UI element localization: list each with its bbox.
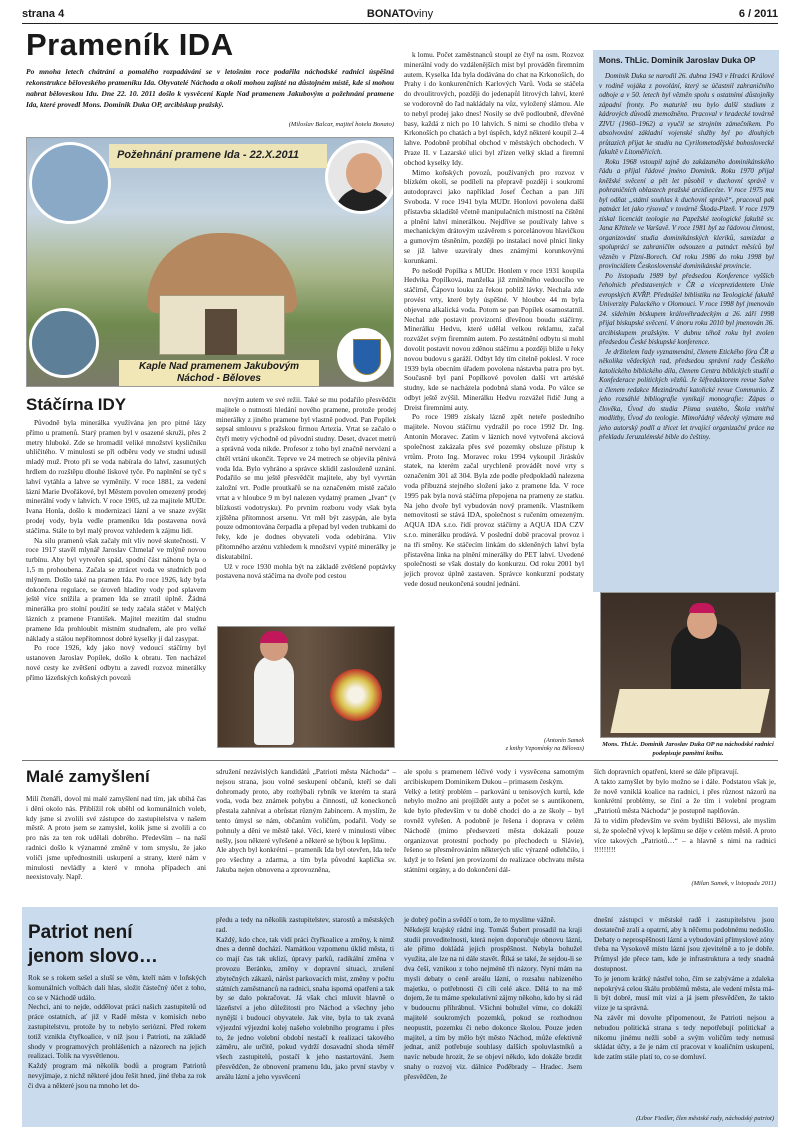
zamysleni-column-1: Milí čtenáři, dovol mi malé zamyšlení nad tím, jak ubíhá čas i dění okolo nás. Přiblížil rok uběhl od komunálních voleb, kdy jsme si zvolili své zástupce do zastupitelstva v našem městě. A proto jsem se zamyslel, kolik jsme si zvolili a co pro nás za ten rok udělali dobrého. Především – na naší radnici došlo k významné změně v tom smyslu, že jako voliči jsme upřednostnili uskupení a strany, které nám v minulosti nevládly a které v mnoha případech ani neexistovaly. Např. bbox=[26, 794, 206, 882]
coat-of-arms-icon bbox=[353, 339, 381, 375]
paragraph: novým autem ve své režii. Také se mu podařilo přesvědčit majitele o nutnosti hledání nového pramene, protože prodej minerálky z jiného pramene byl vlastně podvod. Pan Popílek sepsal smlouvu s pražskou firmou Artezia. Vrtat se začalo o čtyři metry východně od původní studny. Deset, dvacet metrů a správná voda nikde. Profesor z toho byl značně nervózní a chtěl vrtání ukončit. Teprve ve 24 metrech se objevila pěnivá voda Ida. Bylo vyhráno a správce sklidil zaslouženě uznání. Podařilo se mu ještě přesvědčit majitele, aby byl vyvrtán založní vrt. Podle proutkařů se na označeném místě začalo vrtat a v hloubce 9 m byl nalezen vydatný pramen „Ivan“ (v blízkosti vodotrysku). Po prvním rozboru vody však byla zjištěna přítomnost arsenu. Vrt měl být zasypán, ale byla pouze odmontována čerpadla a přepad byl veden trubkami do řeky, kde je dodnes obyvateli voda odebírána. Vliv přítomného arzénu vzhledem k množství vypité minerálky je diskutabilní. bbox=[216, 395, 396, 561]
paragraph: Po listopadu 1989 byl předsedou Konference vyšších řeholních představených v ČR a viceprezidentem Unie evropských KVŘP. Přednášel biblistiku na Teologické fakultě Univerzity Palackého v Olomouci. V roce 1998 byl jmenován 24. sídelním biskupem královéhradeckým a 26. září 1998 přijal biskupské svěcení. V únoru roku 2010 byl jmenován 36. arcibiskupem pražským. V dubnu téhož roku byl zvolen předsedou České biskupské konference. bbox=[599, 271, 774, 346]
page-number: strana 4 bbox=[22, 8, 65, 20]
chapel-photo-collage bbox=[26, 137, 394, 387]
section-heading-zamysleni: Malé zamyšlení bbox=[26, 767, 150, 786]
archbishop-portrait bbox=[325, 140, 394, 214]
zucchetto bbox=[260, 631, 288, 643]
zamysleni-signature: (Milan Samek, v listopadu 2011) bbox=[691, 880, 776, 887]
paragraph: Je držitelem řady vyznamenání, členem Etického fóra ČR a několika vědeckých rad, předsedou správní rady Českého katolického biblického díla, členem Centra biblických studií a Konfederace politických vězňů. Je šéfredaktorem revue Salve a členem redakce Mezinárodní katolické revue Communio. Z jeho rozsáhlé bibliografie vynikají monografie: Zápas o člověka, Úvod do studia Písma svatého, Škola vnitřní modlitby, Úvod do teologie. Mimořádný vědecký význam má jeho autorský podíl a třicet let trvající organizační práce na překladu Jeruzalémské bible do češtiny. bbox=[599, 347, 774, 441]
patriot-column-3: je dobrý počin a svědčí o tom, že to myslíme vážně. Někdejší krajský rádní ing. Tomáš Šubert prosadil na kraji studii proveditelnosti, která nejen doporučuje obnovu lázní, ale přímo dokládá jejich prospěšnost. Nebyla bohužel využita, ale lze na ni dále stavět. Říká se také, že sejdou-li se dva češí, vznikou z toho nejméně tři názory. Nyní mám na mysli debaty o ceně areálu lázní, o rozsahu nabízeného majetku, o potřebnosti či cíli celé akce. Dělá to na mě dojem, že tu máme spekulativní zájmy někoho, kdo by si rád v budoucnu přihrábnul. Všichni bohužel víme, co dokáží majitelé soukromých pozemků, pokud se rozhodnou neopustit, pozemku či nebo dokonce školou. Pouze jeden majitel, a tím by mělo být město Náchod, může efektivně jednat, aniž potřebuje souhlasy dalších spoluvlastníků a navíc nebude hrozit, že se objeví někdo, kdo dokáže brzdit snahy o rozvoj viz. dálnice Poděbrady – Hradec. Jsem přesvědčen, že bbox=[404, 915, 582, 1081]
paragraph: Mimo koňských povozů, používaných pro rozvoz v blízkém okolí, se podíleli na přepravě později i soukromí autodopravci jako například Josef Čechan a pan Jiří Svoboda. V roce 1941 byla MUDr. Honlovi povolena další přístavba skladiště včetně manipulačních místností na čištění a plnění lahví minerálkou. Nejdříve se používaly lahve s mechanickým drátovým uzávěrem s porcelánovou hlavičkou a gumovým těsněním, později po instalaci nové plnicí linky se již lahve uzavíraly dnes známými korunkovými korunkami. bbox=[404, 167, 584, 265]
paragraph: Už v roce 1930 mohla být na základě zvětšené poptávky postavena nová stáčírna na dvoře pod cestou bbox=[216, 561, 396, 581]
newspaper-name bbox=[22, 8, 778, 20]
chapel-door bbox=[205, 309, 237, 355]
stacirna-credit bbox=[404, 737, 584, 753]
paragraph: Po nešodě Popílka s MUDr. Honlem v roce 1931 koupila Hedvika Popílková, manželka již zmíněného vedoucího ve stáčírně, Čápovu louku za řekou poblíž lávky. Nechala zde provést vrty, které byly úspěšné. V hloubce 44 m byla objevena alkalická voda. Potom se pan Popílek osamostatnil. Nechal zde postavit provizorní dřevěnou boudu stáčírny. Minerálku Hedvu, které udělal velkou reklamu, začal rozvážet svým firemním autem. Po zestátnění odbytu si mohl dovolit postavit novou zděnou stáčírnu a později bliže u řeky novou budovu s garáží. Odbyt Idy tím citelně poklesl. V roce 1939 byla obecním úřadem povolena nástavba patra pro byt. Současně byl paní Popílkové povolen další vrt artéské studny, kde se nacházela podobná slaná voda. Po válce se odbyt ještě zvýšil. Minerálku Hedvu rozvážel řidič Jung a Dreist firemními auty. bbox=[404, 265, 584, 412]
issue-number: 6 / 2011 bbox=[738, 8, 778, 20]
photo-caption-bottom bbox=[119, 360, 319, 386]
weathervane-photo bbox=[29, 142, 111, 224]
stacirna-column-3 bbox=[404, 50, 584, 589]
paragraph: Dominik Duka se narodil 26. dubna 1943 v Hradci Králové v rodině vojáka z povolání, který se účastnil zahraničního odboje a v 50. letech byl vězněn spolu s ostatními důstojníky západní fronty. Po maturitě mu bylo další studium z kádrových důvodů znemožněno. Pracoval v hradecké továrně ZIVU (1960–1962) a vyučil se strojním zámečníkem. Po absolvování základní vojenské služby byl po dlouhých průtazích přijat ke studiu na Cyrilometodějské bohoslovecké fakultě v Litoměřicích. bbox=[599, 72, 774, 156]
section-heading-stacirna: Stáčírna IDY bbox=[26, 395, 127, 414]
heading-line-2: jenom slovo… bbox=[28, 946, 158, 967]
blessing-figure bbox=[254, 655, 294, 745]
photo-caption-bottom-line1: Kaple Nad pramenem Jakubovým bbox=[138, 361, 300, 372]
paragraph: Po roce 1926, kdy jako nový vedoucí stáčírny byl ustanoven Jaroslav Popílek, došlo k obratu. Ten nacházel nové cesty ke zvětšení odbytu a zavedl rozvoz minerálky přímo lázeňských koňských povozů bbox=[26, 643, 206, 682]
section-heading-patriot bbox=[28, 921, 158, 969]
newspaper-name-rest: viny bbox=[413, 8, 434, 20]
sidebar-text bbox=[599, 72, 774, 443]
flower-bouquet bbox=[330, 669, 382, 721]
paragraph: Po roce 1989 získaly lázně zpět neteře posledního majitele. Novou stáčírnu vydražil po roce 1992 Dr. Ing. Antonín Moravec. Zatím v lázních nové vytvořená akciová společnost zakázala přes své pozemky obsluze přístup k vrtům. Proto Ing. Moravec roku 1994 vykoupil Jiráskův statek, na kterém začal urychleně provádět nové vrty s označením 301 až 304. Byla zde podle předpokladů nalezena voda příbuzná stejného složení jako z pramene Ida. V roce 1995 pak byla nová stáčírna přepojena na prameny ze statku. Na jeho dvoře byl vybudován nový prameník. Vlastníkem nemovitostí se stává IDA, společnost s ručením omezeným. AQUA IDA s.r.o. řídí provoz stáčírny a AQUA IDA CZV s.r.o. minerálku prodává. V poslední době pracoval provoz i na tři směny. Ke stáčecím linkám do skleněných lahví byla přistavěna linka na plnění minerálky do PET lahví. Uvedené společnosti se však dostaly do konkurzu. Od roku 2001 byl jejich provoz úplně zastaven. Správce konkurzní podstaty vede dosud neukončená soudní jednání. bbox=[404, 412, 584, 589]
stacirna-column-1 bbox=[26, 418, 206, 683]
paragraph: Původně byla minerálka využívána jen pro pitné lázy přímo u pramenů. Starý pramen byl v osazené skruži, přes 2 metry hluboké. Zde se hromadil veliké množství kysličníku uhličitého. V minulosti se při odběru vody ve studni udusil mladý muž. Proto při se voda nabírala do lahví, zasunutých hrdlem do rozštěpu dlouhé lískové tyče. Po naplnění se tyč s lahví vytáhla a lahve se vyměnily. V roce 1881, za vedení lázní Marie Dvořákové, byl Městem povolen omezený prodej minerální vody v lahvích. V roce 1905, už za majitele MUDr. Ivana Honla, došlo k modernizaci lázní a ve snaze zvýšit prodej vody, byla vedle prameníku Ida postavena nová stáčírna. Stále to byl malý provoz vzhledem k zájmu lidí. bbox=[26, 418, 206, 535]
credit-line-2: z knihy Vzpomínky na Bělovas) bbox=[505, 745, 584, 752]
memorial-book bbox=[610, 689, 769, 733]
paragraph: k lomu. Počet zaměstnanců stoupl ze čtyř na osm. Rozvoz minerální vody do vzdálenějších míst byl prováděn firemním autem. Kyselka Ida byla dodávána do chat na Krkonoších, do Prahy i do konkurenčních Karlových Varů. Voda se stáčela do dvoulitrových, později do jedenapůl litrových lahví, které se vodorovně do řad nakládaly na vůz, vyložený slámou. Ale to nebyl prodej jako dnes! Nosily se dvě podloubně, dřevěné basy, každá z nich po 10 lahvích. S nimi se chodilo třeba v Krkonoších po chatách a byl úspěch, když některé koupil 2–4 lahve. Podobně probíhal obchod v městských obchodech. V Praze II. v Lazarské ulici byl zřízen velký sklad a firemní obchod kyselky Idy. bbox=[404, 50, 584, 167]
chapel-illustration bbox=[147, 223, 297, 353]
biography-sidebar bbox=[593, 50, 779, 592]
stacirna-column-2 bbox=[216, 395, 396, 581]
patriot-column-2: předu a tedy na několik zastupitelstev, starostů a městských rad. Každý, kdo chce, tak vidí práci čtyřkoalice a změny, k nimž dnes a denně dochází. Namátkou vzpomenu úklid města, ti co mají čas tak uklizí, úpravy parků, radikální změna v provozu Beránku, změny v dopravní situaci, zrušení zbytečných zákazů, nárůst parkovacích míst, změny v počtu státních zaměstnanců na radnici, snaha ispomá opatřeni a tak by se dalo pokračovat. Já však chci mluvit hlavně o lázeňství a jeho důležitosti pro Náchod a všechny jeho nynější i budoucí obyvatele. Jak vite, byla to tak zvaná výjezdní výjezdní kolej našeho volebního programu i přes to, že jedno volební období nestačí k realizaci takového záměru, ale určitě, pokud vydrží dosavadní shoda téměř všech zastupitelů, postačí k jeho nastartování. Jsem přesvědčen, že obnovení pramenu Idu, jako první stavby v areálu lázní a jeho vysvěcení bbox=[216, 915, 394, 1081]
signing-zucchetto bbox=[689, 603, 715, 613]
heading-line-1: Patriot není bbox=[28, 922, 133, 943]
spring-photo bbox=[29, 308, 99, 378]
paragraph: Na silu pramenů však začaly mít vliv nové skutečnosti. V roce 1917 stavěl mlynář Jaroslav Chmelař ve mlýně novou turbínu. Aby byl vytvořen spád, spodní část náhonu byla o 1,5 m prohoubena. Začala se ztrácet voda ve studních pod mlýnem. Došlo také na pramen Ida. Po roce 1926, kdy byla dokončena regulace, se úroveň hladiny vody pod splavem ještě více snížila a pramen Ida se ztratil úplně. Žádná minerálka pro stolní použití se tedy začala stáčet v Malých lázních z pramene František. Majitel mezitím dal studnu pramene Ida prohloubit místním studnařem, ale pro velké náklady a stálou nepřítomnost dobré kyselky ji dal zasypat. bbox=[26, 535, 206, 643]
article-title: Prameník IDA bbox=[26, 27, 234, 62]
patriot-signature: (Libor Fiedler, člen městské rady, náchodský patriot) bbox=[636, 1115, 774, 1122]
photo-caption-top: Požehnání pramene Ida - 22.X.2011 bbox=[109, 144, 327, 168]
nachod-coat-of-arms bbox=[337, 328, 391, 382]
paragraph: Roku 1968 vstoupil tajně do zakázaného dominikánského řádu a přijal řádové jméno Dominik. Roku 1970 přijal kněžské svěcení a pět let působil v duchovní správě v pohraničních oblastech pražské arcidiecéze. V roce 1975 mu byl odňat „státní souhlas k duchovní správě“, pracoval pak patnáct let jako rýsovač v továrně Škoda-Plzeň. V roce 1979 získal licenciát teologie na Papežské teologické fakultě sv. Jana Křtitele ve Varšavě. V roce 1981 byl za řádovou činnost, organizování studia dominikánských kleriků, samizdat a spolupráci se zahraničím odsouzen a patnáct měsíců byl vězněn v Plzni-Borech. Od roku 1986 do roku 1998 byl provinciálem Československé dominikánské provincie. bbox=[599, 157, 774, 270]
signing-photo bbox=[600, 592, 776, 738]
divider bbox=[22, 760, 778, 761]
portrait-face bbox=[346, 153, 382, 193]
newspaper-name-bold: BONATO bbox=[366, 8, 414, 20]
patriot-column-1: Rok se s rokem sešel a sluší se věm, kteří nám v loňských komunálních volbách dali hlas, složit částečný účet z toho, co se v Náchodě událo. Nechci, ani to nejde, oddělovat práci našich zastupitelů od práce ostatních, ať již v Radě města v komisích nebo zastupitelstvu, protože by to nebylo seriózní. Před rokem totiž vznikla čtyřkoalice, v níž jsou i Patrioti, na základě shody v programových prohlášeních a názorech na jejich realizaci. Tolik na vysvětlenou. Každý program má několik bodů a program Patriotů nevyjímaje, z nichž některé jdou řešit hned, jiné třeba za rok či dva a některé jsou na mnoho let do- bbox=[28, 973, 206, 1090]
signing-photo-caption: Mons. ThLic. Dominik Jaroslav Duka OP na náchodské radnici podepisuje pamětní knihu. bbox=[602, 741, 774, 757]
blessing-photo bbox=[217, 626, 395, 748]
photo-caption-bottom-line2: Náchod - Běloves bbox=[177, 373, 261, 384]
article-byline: (Miloslav Balcar, majitel hotelu Bonato) bbox=[288, 121, 394, 128]
zamysleni-column-3: ale spolu s pramenem léčivé vody i vysvěcena samotným arcibiskupem Dominikem Dukou – primasem českým. Velký a letitý problém – parkování u tenisových kurtů, kde nebylo možno ani projíždět auty a počet se s auntikonem, kde bylo především v tu době chodci do a ze školy – byl rovněž vyřešen. A podobně je řešena i doprava v celém Náchodě (mimo předsevzetí města dokázali pouze organizovat protestní pochody po přechodech u Slávie), řešeno se přesměrováním některých ulic výrazně odlehčilo, i když je to řešení jen provizorní do realizace obchvatu města státními orgány, a do dokončení dál- bbox=[404, 767, 584, 874]
sidebar-heading: Mons. ThLic. Dominik Jaroslav Duka OP bbox=[599, 56, 756, 65]
patriot-box bbox=[22, 907, 778, 1127]
zamysleni-column-4: ších dopravních opatření, které se dále připravují. A takto zamyšlet by bylo možno se i dále. Podstatou však je, že nově vzniklá koalice na radnici, i přes různost názorů na konkrétní problémy, se činí a že tím i volební program „Patriotů města Náchoda“ je postupně naplňován. Já to vidím především ve svém bydlišti Bělovsi, ale myslím si, že společně vývoj k lepšímu se děje v celém městě. A proto více takových „Patriotů…“ – a hlavně s nimi na radnici !!!!!!!!! bbox=[594, 767, 776, 855]
patriot-column-4: dnešní zástupci v městské radě i zastupitelstvu jsou dostatečně zralí a opatrní, aby k něčemu podobnému nedošlo. Debaty o neprospěšnosti lázní a vybudování přímyslové zóny třeba na Vysokově místo lázní jsou zjevitelně a to je dobře. Průmysl jde přece tam, kde je infrastruktura a tedy snadná dostupnost. To je jenom krátký nástřel toho, čím se zabýváme a zdaleka nepokrývá celou škálu problémů města, ale vedení města má-li být dobré, musí mít vizi a já jsem přesvědčen, že takto viize je ta správná. Na závěr mi dovolte připomenout, že Patrioti nejsou a nebudou politická strana s tedy nepotřebují politickař a nikomu jinému nežli sobě a svým voličům tedy nemusí skládat účty, a že je nám ctí pracovat v koaličním uskupení, kde zatím stále platí to, co se domluví. bbox=[594, 915, 774, 1062]
article-lead: Po mnoha letech chátrání a pomalého rozpadávání se v letošním roce podařila náchodské radnici úspěšná rekonstrukce běloveského prameníku Ida. Obyvatelé Náchoda a okolí mohou zajisté na důstojném místě, kde si mohou nabrat běloveskou Idu. Dne 22. 10. 2011 došlo k vysvěcení Kaple Nad pramenem Jakubovým a požehnání pramene Ida, které provedl Mons. Dominik Duka OP, arcibiskup pražský. bbox=[26, 67, 394, 109]
zamysleni-column-2: sdružení nezávislých kandidátů „Patrioti města Náchoda“ – nejsou strana, jsou volné seskupení občanů, kteří se dali dohromady proto, aby rozhýbali rybník ve kterém ta stará voda, voda bez známek pohybu a činnosti, už koneckonců přestala zahnívat a obrůstat rûzným žabincem. A myslím, že tento úmysl se nám, občanům voličům, podařil. Vody se pohnuly a děni ve městě také. Věci, které v minulosti vůbec nešly, jsou některé vyřešené a některé se hýbou k lepšímu. Ale abych byl konkrétní – prameník Ida byl otevřen, Ida teče pro všechny a zdarma, a tím byla původní kaplička sv. Jakuba nejen obnovena a zprovozněna, bbox=[216, 767, 396, 874]
page-header bbox=[22, 8, 778, 24]
credit-line-1: (Antonín Samek bbox=[543, 737, 584, 744]
